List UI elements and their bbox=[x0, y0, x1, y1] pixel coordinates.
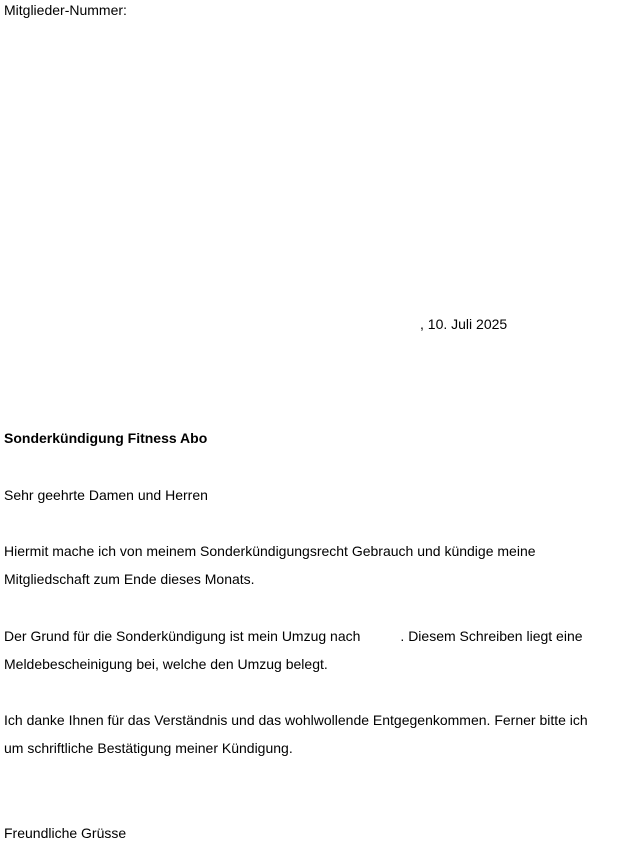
paragraph2-line2: Meldebescheinigung bei, welche den Umzug belegt. bbox=[4, 656, 328, 672]
member-number-label: Mitglieder-Nummer: bbox=[4, 2, 127, 18]
paragraph2-line1-part1: Der Grund für die Sonderkündigung ist mein Umzug nach bbox=[4, 628, 361, 644]
paragraph3-line2: um schriftliche Bestätigung meiner Kündigung. bbox=[4, 740, 293, 756]
closing: Freundliche Grüsse bbox=[4, 825, 127, 841]
paragraph3-line1: Ich danke Ihnen für das Verständnis und das wohlwollende Entgegenkommen. Ferner bitte ich bbox=[4, 712, 588, 728]
salutation: Sehr geehrte Damen und Herren bbox=[4, 487, 208, 503]
paragraph1-line1: Hiermit mache ich von meinem Sonderkündigungsrecht Gebrauch und kündige meine bbox=[4, 543, 536, 559]
date-line: , 10. Juli 2025 bbox=[420, 316, 508, 332]
paragraph2-line1 bbox=[4, 628, 583, 645]
paragraph1-line2: Mitgliedschaft zum Ende dieses Monats. bbox=[4, 571, 255, 587]
subject-line: Sonderkündigung Fitness Abo bbox=[4, 430, 208, 446]
paragraph2-line1-part2: . Diesem Schreiben liegt eine bbox=[400, 628, 583, 644]
